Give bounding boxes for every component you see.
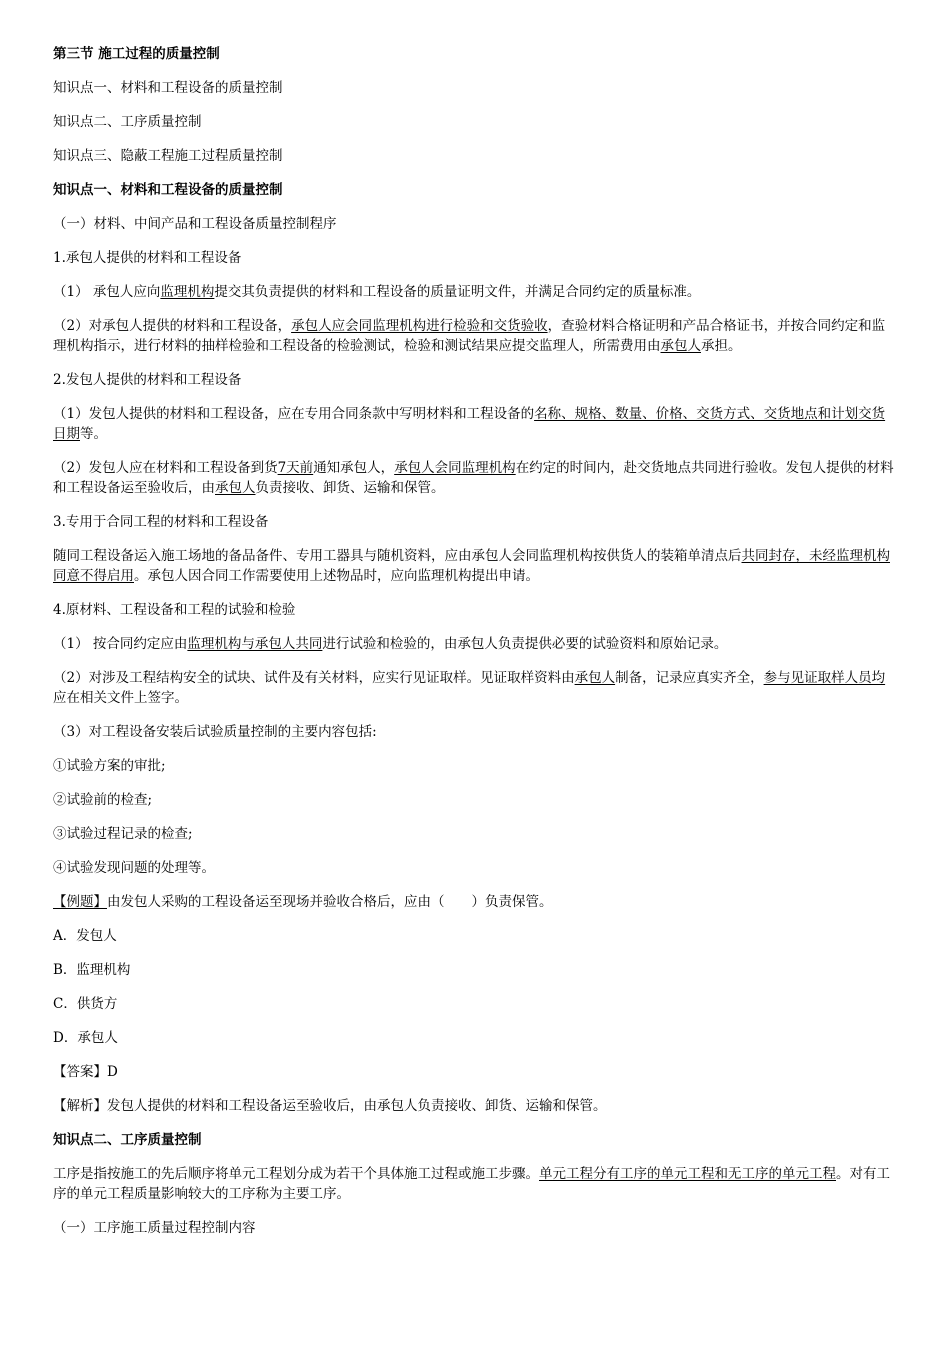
- subsection-1-2: 2.发包人提供的材料和工程设备: [53, 372, 242, 388]
- underlined-text: 承包人会同监理机构: [394, 460, 516, 476]
- subsection-1-4: 4.原材料、工程设备和工程的试验和检验: [53, 602, 296, 618]
- toc-item-1: 知识点一、材料和工程设备的质量控制: [53, 80, 283, 96]
- underlined-text: 监理机构与承包人共同: [187, 636, 323, 652]
- text-run: 应在相关文件上签字。: [53, 690, 188, 706]
- text-run: 进行试验和检验的，由承包人负责提供必要的试验资料和原始记录。: [322, 636, 728, 652]
- text-run: （2）发包人应在材料和工程设备到货: [53, 460, 278, 476]
- toc-item-3: 知识点三、隐蔽工程施工过程质量控制: [53, 148, 283, 164]
- option-c: C．供货方: [53, 996, 118, 1012]
- text-run: 。承包人因合同工作需要使用上述物品时，应向监理机构提出申请。: [134, 568, 539, 584]
- example-tag: 【例题】: [53, 894, 107, 910]
- text-run: （2）对承包人提供的材料和工程设备，: [53, 318, 292, 334]
- text-run: 等。: [80, 426, 107, 442]
- paragraph-9: [53, 1164, 898, 1204]
- knowledge-point-2-heading: 知识点二、工序质量控制: [53, 1132, 202, 1148]
- text-run: 工序是指按施工的先后顺序将单元工程划分成为若干个具体施工过程或施工步骤。: [53, 1166, 539, 1182]
- text-run: 负责接收、卸货、运输和保管。: [255, 480, 445, 496]
- option-d: D．承包人: [53, 1030, 118, 1046]
- list-item-4: ④试验发现问题的处理等。: [53, 860, 215, 876]
- text-run: 制备，记录应真实齐全，: [615, 670, 764, 686]
- document-page: [53, 44, 898, 1252]
- paragraph-6: [53, 634, 898, 654]
- section-heading: 第三节 施工过程的质量控制: [53, 46, 220, 62]
- text-run: （1）发包人提供的材料和工程设备，应在专用合同条款中写明材料和工程设备的: [53, 406, 535, 422]
- underlined-text: 名称、规格、数量、价格、交货方式、交货地点和计划交货日期: [53, 406, 886, 442]
- paragraph-7: [53, 668, 898, 708]
- example-question: [53, 892, 898, 912]
- paragraph-4: [53, 458, 898, 498]
- text-run: （1） 按合同约定应由: [53, 636, 188, 652]
- underlined-text: 参与见证取样人员均: [763, 670, 886, 686]
- text-run: 通知承包人，: [313, 460, 395, 476]
- explanation: 【解析】发包人提供的材料和工程设备运至验收后，由承包人负责接收、卸货、运输和保管。: [53, 1098, 607, 1114]
- text-run: 在约定的时间内，赴交货地点共同进行验收。发包人提供的材料和工程设备运至验收后，由: [53, 460, 894, 496]
- knowledge-point-1-heading: 知识点一、材料和工程设备的质量控制: [53, 182, 283, 198]
- text-run: 。对有工序的单元工程质量影响较大的工序称为主要工序。: [53, 1166, 890, 1202]
- underlined-text: 单元工程分有工序的单元工程和无工序的单元工程: [539, 1166, 836, 1182]
- paragraph-1: [53, 282, 898, 302]
- text-run: 随同工程设备运入施工场地的备品备件、专用工器具与随机资料，应由承包人会同监理机构按供货人的装箱单清点后: [53, 548, 742, 564]
- underlined-text: 承包人应会同监理机构进行检验和交货验收: [291, 318, 548, 334]
- subsection-1: （一）材料、中间产品和工程设备质量控制程序: [53, 216, 337, 232]
- list-item-1: ①试验方案的审批;: [53, 758, 166, 774]
- question-text: 由发包人采购的工程设备运至现场并验收合格后，应由（ ）负责保管。: [107, 894, 553, 910]
- paragraph-2: [53, 316, 898, 356]
- text-run: 提交其负责提供的材料和工程设备的质量证明文件，并满足合同约定的质量标准。: [214, 284, 701, 300]
- underlined-text: 承包人: [215, 480, 256, 496]
- paragraph-8: （3）对工程设备安装后试验质量控制的主要内容包括:: [53, 724, 377, 740]
- subsection-1-3: 3.专用于合同工程的材料和工程设备: [53, 514, 269, 530]
- text-run: 承担。: [701, 338, 742, 354]
- list-item-2: ②试验前的检查;: [53, 792, 153, 808]
- option-a: A．发包人: [53, 928, 117, 944]
- underlined-text: 承包人: [660, 338, 701, 354]
- answer: 【答案】D: [53, 1064, 118, 1080]
- text-run: （1） 承包人应向: [53, 284, 161, 300]
- underlined-text: 7天前: [277, 460, 314, 476]
- underlined-text: 共同封存，未经监理机构同意不得启用: [53, 548, 890, 584]
- underlined-text: 监理机构: [160, 284, 215, 300]
- subsection-1-1: 1.承包人提供的材料和工程设备: [53, 250, 242, 266]
- text-run: （2）对涉及工程结构安全的试块、试件及有关材料，应实行见证取样。见证取样资料由: [53, 670, 575, 686]
- option-b: B．监理机构: [53, 962, 131, 978]
- list-item-3: ③试验过程记录的检查;: [53, 826, 193, 842]
- paragraph-3: [53, 404, 898, 444]
- paragraph-5: [53, 546, 898, 586]
- subsection-2: （一）工序施工质量过程控制内容: [53, 1220, 256, 1236]
- toc-item-2: 知识点二、工序质量控制: [53, 114, 202, 130]
- text-run: ，查验材料合格证明和产品合格证书，并按合同约定和监理机构指示，进行材料的抽样检验和工程设备的检验测试，检验和测试结果应提交监理人，所需费用由: [53, 318, 886, 354]
- underlined-text: 承包人: [574, 670, 616, 686]
